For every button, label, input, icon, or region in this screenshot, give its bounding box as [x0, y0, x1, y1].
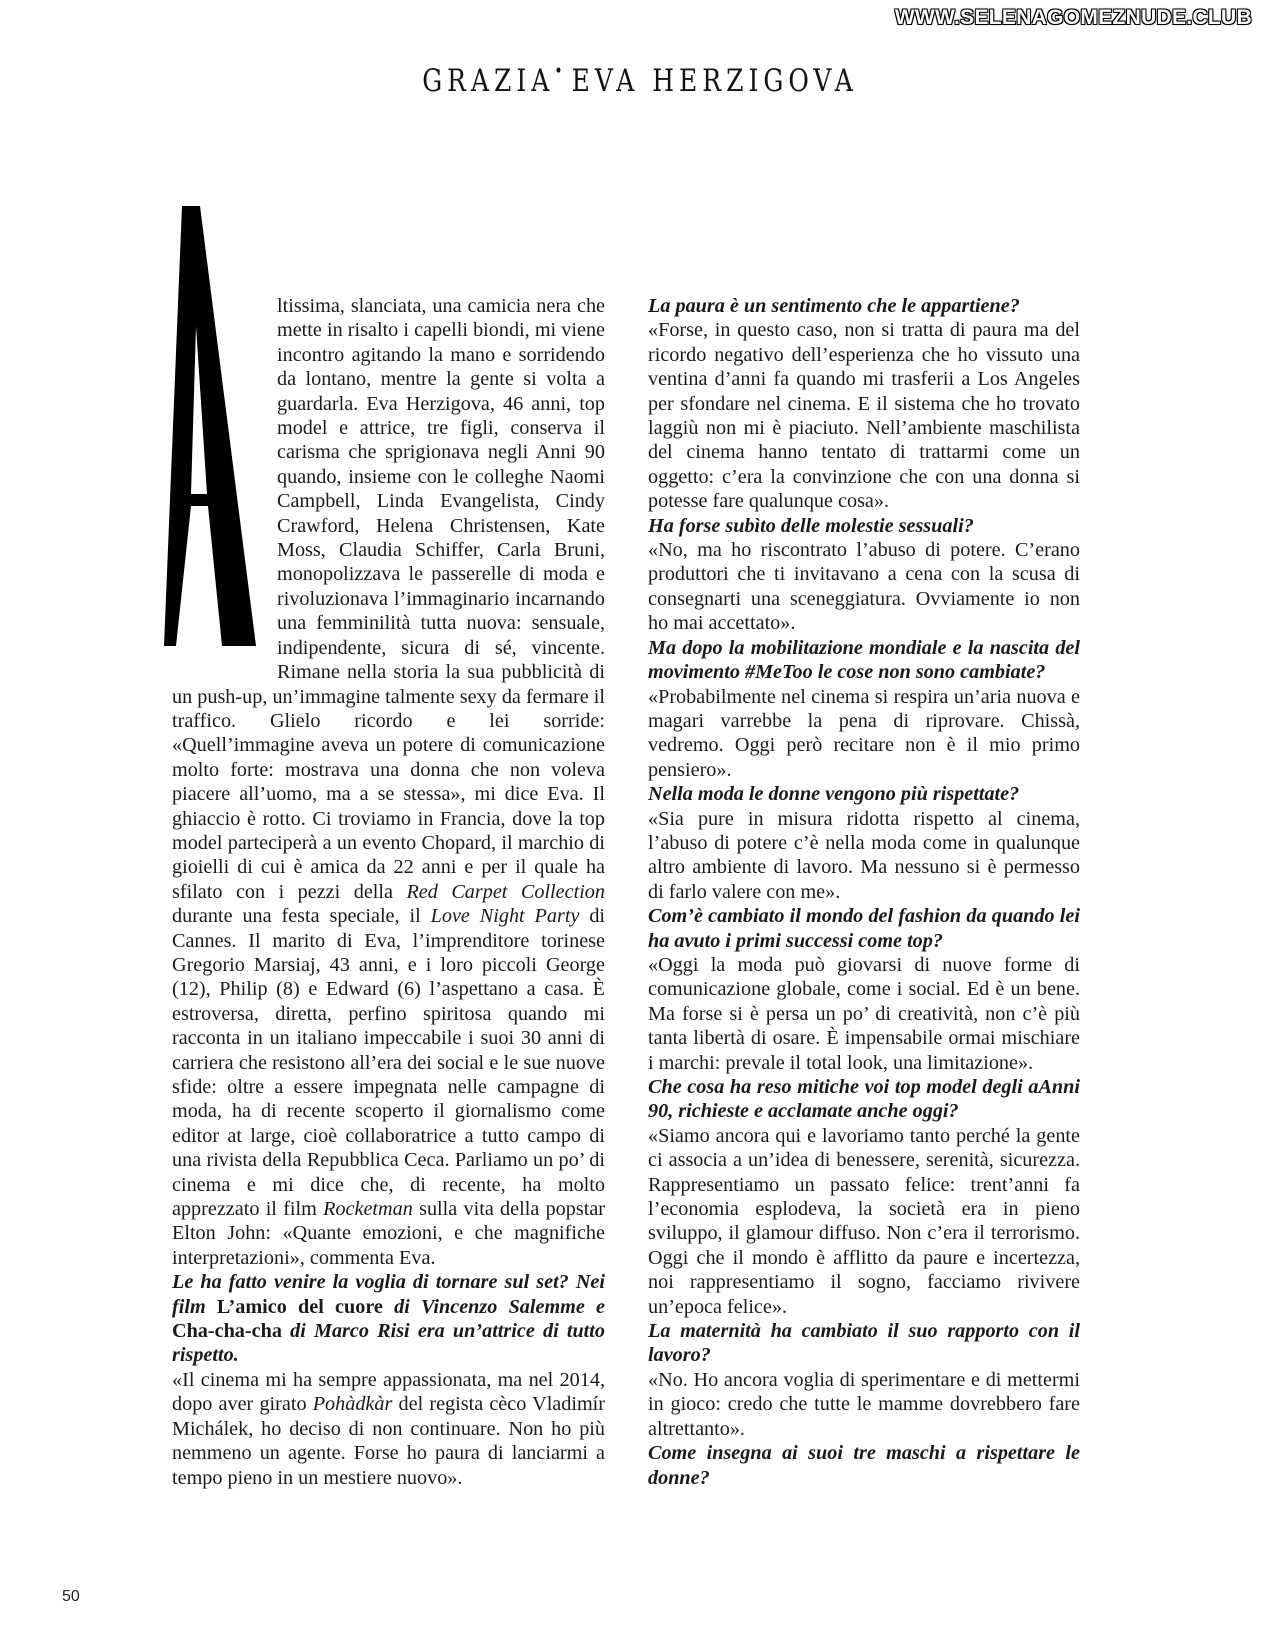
interview-question: Come insegna ai suoi tre maschi a rispettare le donne? — [648, 1442, 1080, 1489]
interview-answer: «Sia pure in misura ridotta rispetto al cinema, l’abuso di potere c’è nella moda come in qualunque altro ambiente di lavoro. Ma nessuno si è permesso di farlo valere con me». — [648, 807, 1080, 903]
interview-question: Che cosa ha reso mitiche voi top model degli aAnni 90, richieste e acclamate anche oggi? — [648, 1076, 1080, 1123]
interview-answer: «No, ma ho riscontrato l’abuso di potere. C’erano produttori che ti invitavano a cena con la scusa di consegnarti una sceneggiatura. Ovviamente io non ho mai accettato». — [648, 539, 1080, 635]
interview-question: Com’è cambiato il mondo del fashion da quando lei ha avuto i primi successi come top? — [648, 905, 1080, 952]
article-right-column — [648, 294, 1080, 1490]
interview-answer: «Forse, in questo caso, non si tratta di paura ma del ricordo negativo dell’esperienza che ho vissuto una ventina d’anni fa quando mi trasferii a Los Angeles per sfondare nel cinema. E il sistema che ho trovato laggiù non mi è piaciuto. Nell’ambiente maschilista del cinema hanno tentato di trattarmi come un oggetto: c’era la convinzione che con una donna si potesse fare qualunque cosa». — [648, 319, 1080, 513]
interview-answer: «Siamo ancora qui e lavoriamo tanto perché la gente ci associa a un’idea di benessere, serenità, sicurezza. Rappresentiamo un passato felice: trent’anni fa l’economia esplodeva, la società era in pieno sviluppo, il glamour diffuso. Non c’era il terrorismo. Oggi che il mondo è afflitto da paure e incertezza, noi rappresentiamo il sogno, facciamo rivivere un’epoca felice». — [648, 1124, 1080, 1318]
article-subject: EVA HERZIGOVA — [571, 62, 858, 99]
interview-question: Nella moda le donne vengono più rispettate? — [648, 783, 1020, 806]
interview-answer: «No. Ho ancora voglia di sperimentare e di mettermi in gioco: credo che tutte le mamme dovrebbero fare altrettanto». — [648, 1368, 1080, 1440]
interview-question: Ma dopo la mobilitazione mondiale e la nascita del movimento #MeToo le cose non sono cambiate? — [648, 636, 1080, 684]
interview-answer: «Oggi la moda può giovarsi di nuove forme di comunicazione globale, come i social. Ed è un bene. Ma forse si è persa un po’ di creatività, non c’è più tanta libertà di osare. È impensabile ormai mischiare i marchi: prevale il total look, una limitazione». — [648, 953, 1080, 1074]
interview-question: La maternità ha cambiato il suo rapporto con il lavoro? — [648, 1320, 1080, 1367]
magazine-name: GRAZIA — [422, 62, 555, 99]
article-left-column — [172, 294, 605, 1490]
header-separator: • — [554, 62, 568, 82]
watermark-text: WWW.SELENAGOMEZNUDE.CLUB — [894, 6, 1252, 29]
interview-question: Le ha fatto venire la voglia di tornare sul set? Nei film L’amico del cuore di Vincenzo Salemme e Cha-cha-cha di Marco Risi era un’attrice di tutto rispetto. — [172, 1271, 606, 1367]
interview-question: Ha forse subìto delle molestie sessuali? — [648, 514, 974, 537]
dropcap-space — [172, 294, 277, 681]
article-intro-paragraph: ltissima, slanciata, una camicia nera che mette in risalto i capelli biondi, mi viene incontro agitando la mano e sorridendo da lontano, mentre la gente si volta a guardarla. Eva Herzigova, 46 anni, top model e attrice, tre figli, conserva il carisma che sprigionava negli Anni 90 quando, insieme con le colleghe Naomi Campbell, Linda Evangelista, Cindy Crawford, Helena Christensen, Kate Moss, Claudia Schiffer, Carla Bruni, monopolizzava le passerelle di moda e rivoluzionava l’immaginario incarnando una femminilità tutta nuova: sensuale, indipendente, sicura di sé, vincente. Rimane nella storia la sua pubblicità di un push-up, un’immagine talmente sexy da fermare il traffico. Glielo ricordo e lei sorride: «Quell’immagine aveva un potere di comunicazione molto forte: mostrava una donna che non voleva piacere all’uomo, ma a se stessa», mi dice Eva. Il ghiaccio è rotto. Ci troviamo in Francia, dove la top model parteciperà a un evento Chopard, il marchio di gioielli di cui è amica da 22 anni e per il quale ha sfilato con i pezzi della Red Carpet Collection durante una festa speciale, il Love Night Party di Cannes. Il marito di Eva, l’imprenditore torinese Gregorio Marsiaj, 43 anni, e i loro piccoli George (12), Philip (8) e Edward (6) l’aspettano a casa. È estroversa, diretta, perfino spiritosa quando mi racconta in un italiano impeccabile i suoi 30 anni di carriera che resistono all’era dei social e le sue nuove sfide: oltre a essere impegnata nelle campagne di moda, ha di recente scoperto il giornalismo come editor at large, cioè collaboratrice a tutto campo di una rivista della Repubblica Ceca. Parliamo un po’ di cinema e mi dice che, di recente, ha molto apprezzato il film Rocketman sulla vita della popstar Elton John: «Quante emozioni, e che magnifiche interpretazioni», commenta Eva. — [172, 295, 606, 1269]
interview-answer: «Probabilmente nel cinema si respira un’aria nuova e magari varrebbe la pena di riprovare. Chissà, vedremo. Oggi però recitare non è il mio primo pensiero». — [648, 685, 1080, 781]
page-number: 50 — [62, 1588, 80, 1605]
interview-answer: «Il cinema mi ha sempre appassionata, ma nel 2014, dopo aver girato Pohàdkàr del regista cèco Vladimír Michálek, ho deciso di non continuare. Non ho più nemmeno un agente. Forse ho paura di lanciarmi a tempo pieno in un mestiere nuovo». — [172, 1368, 605, 1489]
page-header — [0, 62, 1280, 98]
interview-question: La paura è un sentimento che le appartiene? — [648, 295, 1020, 317]
